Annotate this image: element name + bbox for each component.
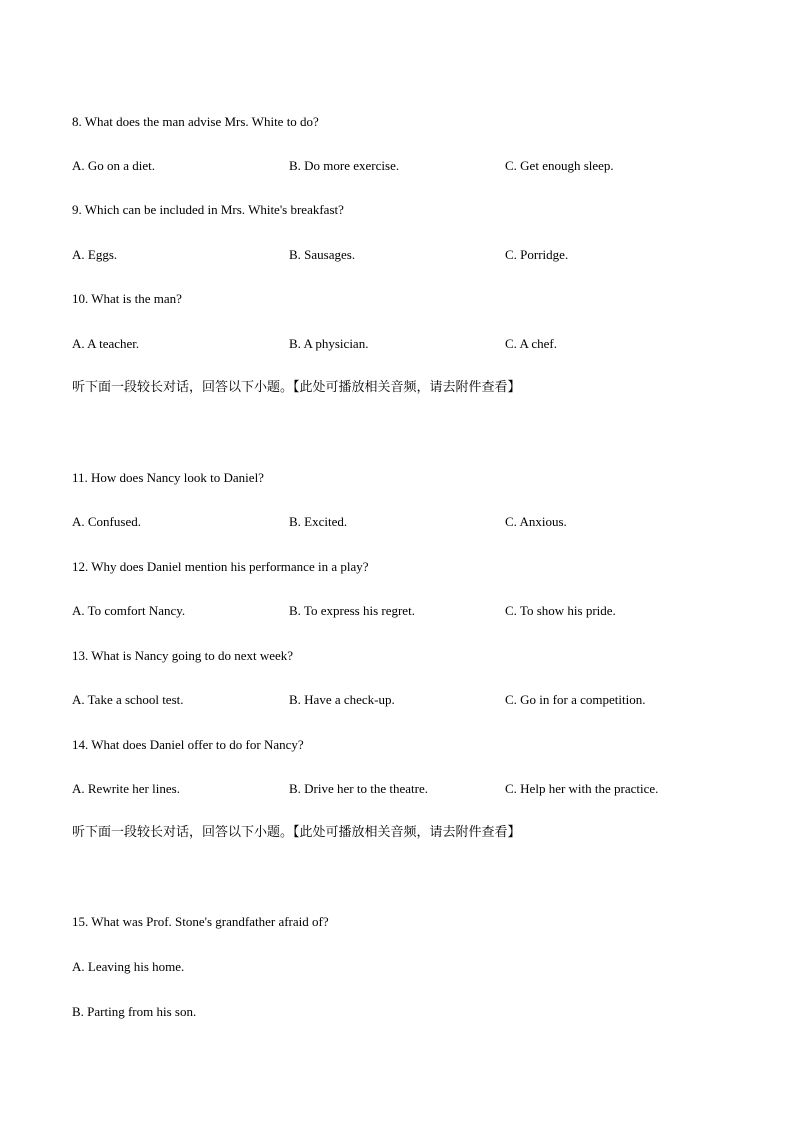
question-11-stem: 11. How does Nancy look to Daniel? (72, 470, 264, 485)
question-9-option-b: B. Sausages. (289, 247, 356, 262)
question-14-stem: 14. What does Daniel offer to do for Nancy? (72, 737, 304, 752)
question-8-stem: 8. What does the man advise Mrs. White to do? (72, 114, 319, 129)
question-13-option-c: C. Go in for a competition. (505, 692, 646, 707)
question-10-option-a: A. A teacher. (72, 336, 140, 351)
question-12-option-b: B. To express his regret. (289, 603, 415, 618)
question-10-option-c: C. A chef. (505, 336, 557, 351)
question-12-option-c: C. To show his pride. (505, 603, 616, 618)
question-13-option-a: A. Take a school test. (72, 692, 184, 707)
question-9-stem: 9. Which can be included in Mrs. White's breakfast? (72, 202, 344, 217)
question-10-stem: 10. What is the man? (72, 291, 182, 306)
question-13-option-b: B. Have a check-up. (289, 692, 395, 707)
question-15-option-a: A. Leaving his home. (72, 959, 185, 974)
question-9-option-a: A. Eggs. (72, 247, 118, 262)
question-11-option-b: B. Excited. (289, 514, 348, 529)
question-12-option-a: A. To comfort Nancy. (72, 603, 186, 618)
listening-instruction: 听下面一段较长对话，回答以下小题。【此处可播放相关音频，请去附件查看】 (72, 825, 521, 840)
question-13-stem: 13. What is Nancy going to do next week? (72, 648, 294, 663)
question-10-option-b: B. A physician. (289, 336, 369, 351)
question-14-option-c: C. Help her with the practice. (505, 781, 659, 796)
question-14-option-b: B. Drive her to the theatre. (289, 781, 428, 796)
question-14-option-a: A. Rewrite her lines. (72, 781, 180, 796)
question-8-option-b: B. Do more exercise. (289, 158, 400, 173)
question-15-stem: 15. What was Prof. Stone's grandfather afraid of? (72, 914, 329, 929)
question-15-option-b: B. Parting from his son. (72, 1004, 197, 1019)
question-11-option-a: A. Confused. (72, 514, 141, 529)
question-8-option-a: A. Go on a diet. (72, 158, 156, 173)
question-9-option-c: C. Porridge. (505, 247, 569, 262)
listening-instruction: 听下面一段较长对话，回答以下小题。【此处可播放相关音频，请去附件查看】 (72, 380, 521, 395)
question-12-stem: 12. Why does Daniel mention his performance in a play? (72, 559, 369, 574)
question-8-option-c: C. Get enough sleep. (505, 158, 614, 173)
question-11-option-c: C. Anxious. (505, 514, 567, 529)
